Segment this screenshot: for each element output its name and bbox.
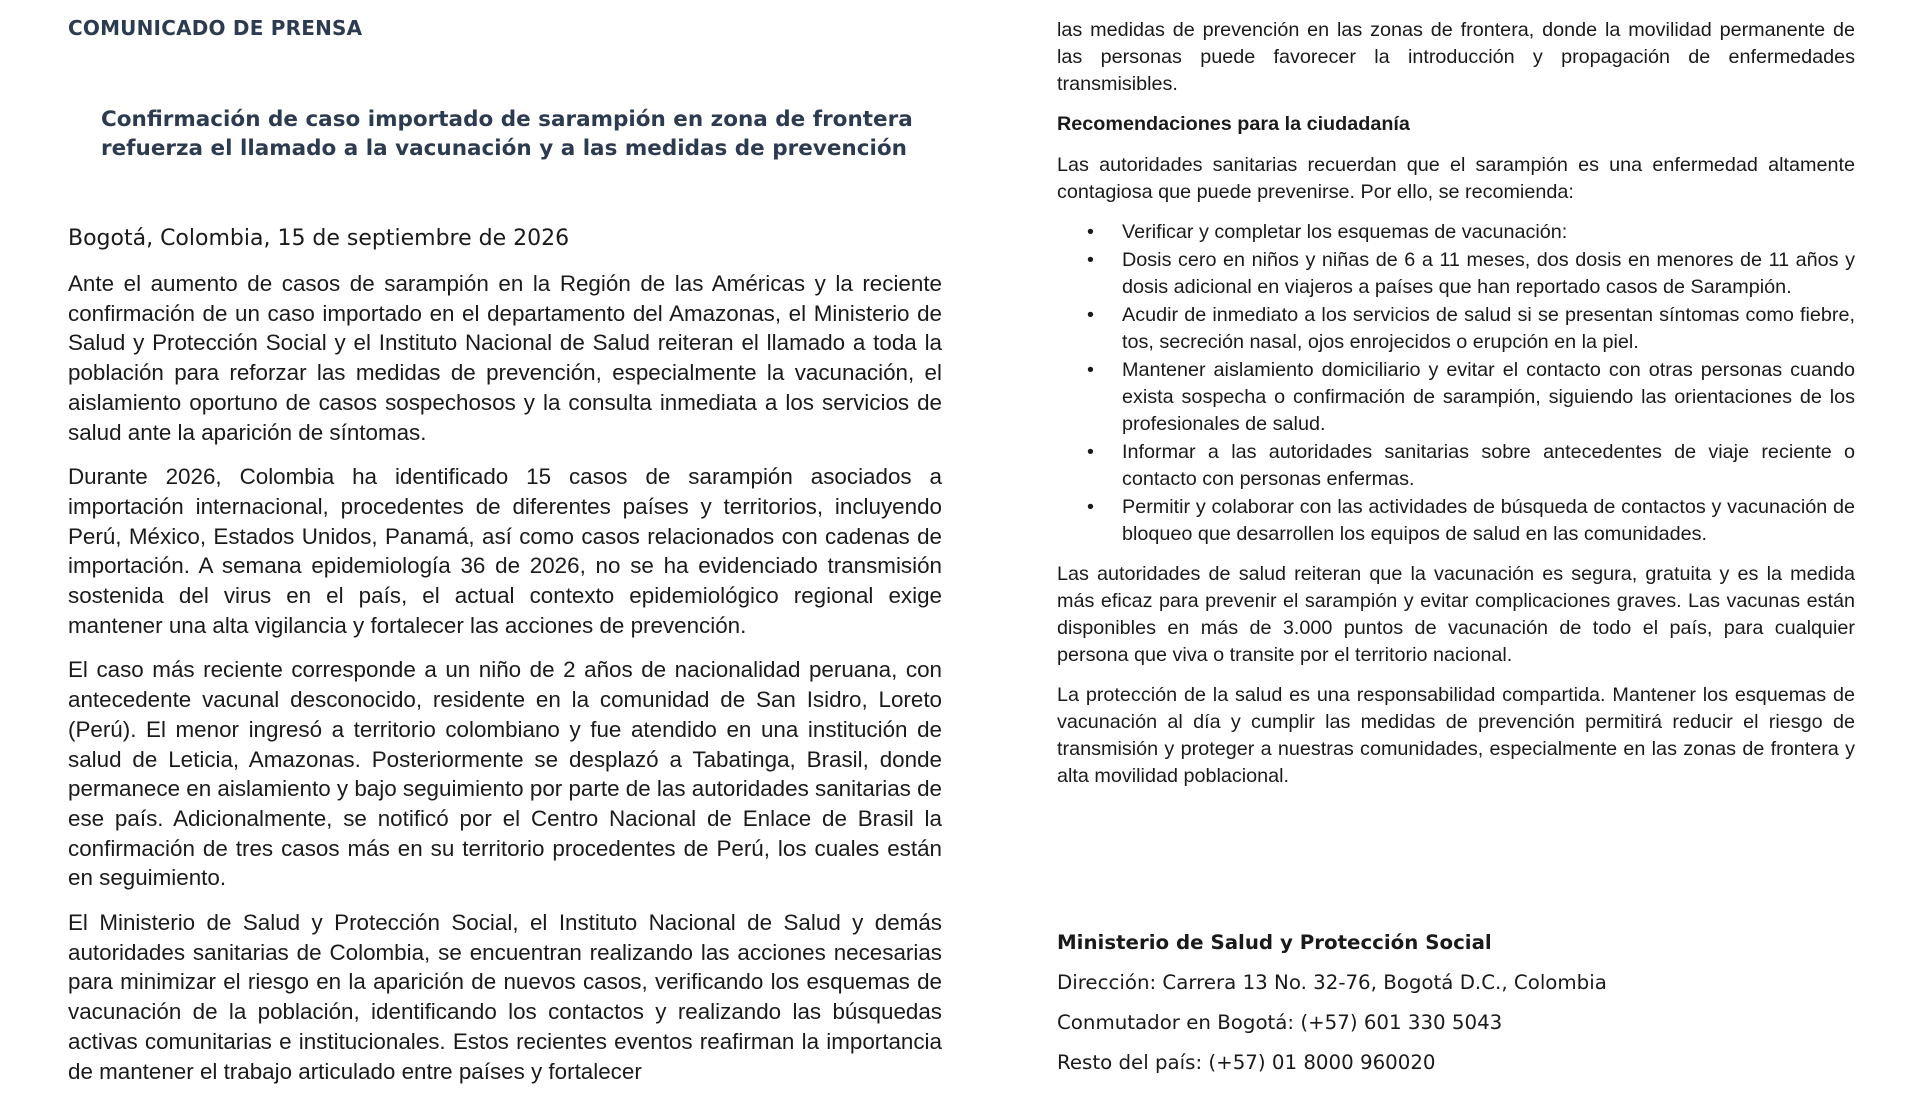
recommendation-text: Mantener aislamiento domiciliario y evitar el contacto con otras personas cuando exista sospecha o confirmación de sarampión, siguiendo las orientaciones de los profesionales de salud.: [1122, 359, 1855, 435]
recommendation-item: [1057, 302, 1855, 356]
contact-organization: Ministerio de Salud y Protección Social: [1057, 931, 1492, 954]
bullet-icon: •: [1087, 496, 1094, 518]
recommendations-heading: Recomendaciones para la ciudadanía: [1057, 113, 1410, 135]
bullet-icon: •: [1087, 304, 1094, 326]
recommendation-item: [1057, 439, 1855, 493]
press-release-label: COMUNICADO DE PRENSA: [68, 16, 363, 40]
recommendation-text: Acudir de inmediato a los servicios de salud si se presentan síntomas como fiebre, tos, secreción nasal, ojos enrojecidos o erupción en la piel.: [1122, 304, 1855, 353]
recommendation-item: [1057, 494, 1855, 548]
recommendation-item: [1057, 357, 1855, 438]
headline-line-2: refuerza el llamado a la vacunación y a las medidas de prevención: [101, 136, 907, 161]
continuation-paragraph: las medidas de prevención en las zonas de frontera, donde la movilidad permanente de las personas puede favorecer la introducción y propagación de enfermedades transmisibles.: [1057, 19, 1855, 95]
recommendation-text: Permitir y colaborar con las actividades de búsqueda de contactos y vacunación de bloqueo que desarrollen los equipos de salud en las comunidades.: [1122, 496, 1855, 545]
recommendation-text: Informar a las autoridades sanitarias sobre antecedentes de viaje reciente o contacto con personas enfermas.: [1122, 441, 1855, 490]
recommendation-text: Dosis cero en niños y niñas de 6 a 11 meses, dos dosis en menores de 11 años y dosis adicional en viajeros a países que han reportado casos de Sarampión.: [1122, 249, 1855, 298]
dateline: Bogotá, Colombia, 15 de septiembre de 2026: [68, 226, 570, 251]
closing-paragraph-2: La protección de la salud es una responsabilidad compartida. Mantener los esquemas de vacunación al día y cumplir las medidas de prevención permitirá reducir el riesgo de transmisión y proteger a nuestras comunidades, especialmente en las zonas de frontera y alta movilidad poblacional.: [1057, 684, 1855, 787]
body-paragraph-4: El Ministerio de Salud y Protección Social, el Instituto Nacional de Salud y demás autoridades sanitarias de Colombia, se encuentran realizando las acciones necesarias para minimizar el riesgo en la aparición de nuevos casos, verificando los esquemas de vacunación de la población, identificando los contactos y realizando las búsquedas activas comunitarias e institucionales. Estos recientes eventos reafirman la importancia de mantener el trabajo articulado entre países y fortalecer: [68, 910, 942, 1084]
recommendation-text: Verificar y completar los esquemas de vacunación:: [1122, 221, 1568, 243]
bullet-icon: •: [1087, 221, 1094, 243]
recommendation-item: [1057, 219, 1855, 246]
right-body: [1057, 17, 1855, 803]
contact-switchboard: Conmutador en Bogotá: (+57) 601 330 5043: [1057, 1011, 1503, 1034]
closing-paragraph-1: Las autoridades de salud reiteran que la vacunación es segura, gratuita y es la medida más eficaz para prevenir el sarampión y evitar complicaciones graves. Las vacunas están disponibles en más de 3.000 puntos de vacunación de todo el país, para cualquier persona que viva o transite por el territorio nacional.: [1057, 563, 1855, 666]
body-paragraph-3: El caso más reciente corresponde a un niño de 2 años de nacionalidad peruana, con antecedente vacunal desconocido, residente en la comunidad de San Isidro, Loreto (Perú). El menor ingresó a territorio colombiano y fue atendido en una institución de salud de Leticia, Amazonas. Posteriormente se desplazó a Tabatinga, Brasil, donde permanece en aislamiento y bajo seguimiento por parte de las autoridades sanitarias de ese país. Adicionalmente, se notificó por el Centro Nacional de Enlace de Brasil la confirmación de tres casos más en su territorio procedentes de Perú, los cuales están en seguimiento.: [68, 657, 942, 891]
recommendation-item: [1057, 247, 1855, 301]
bullet-icon: •: [1087, 441, 1094, 463]
press-release-headline: [101, 105, 931, 163]
contact-national: Resto del país: (+57) 01 8000 960020: [1057, 1051, 1436, 1074]
bullet-icon: •: [1087, 249, 1094, 271]
bullet-icon: •: [1087, 359, 1094, 381]
body-paragraph-2: Durante 2026, Colombia ha identificado 15 casos de sarampión asociados a importación internacional, procedentes de diferentes países y territorios, incluyendo Perú, México, Estados Unidos, Panamá, así como casos relacionados con cadenas de importación. A semana epidemiología 36 de 2026, no se ha evidenciado transmisión sostenida del virus en el país, el actual contexto epidemiológico regional exige mantener una alta vigilancia y fortalecer las acciones de prevención.: [68, 464, 942, 638]
left-body: [68, 269, 942, 1101]
recommendations-list: [1057, 219, 1855, 548]
headline-line-1: Confirmación de caso importado de sarampión en zona de frontera: [101, 107, 913, 132]
contact-block: [1057, 923, 1855, 1083]
body-paragraph-1: Ante el aumento de casos de sarampión en la Región de las Américas y la reciente confirmación de un caso importado en el departamento del Amazonas, el Ministerio de Salud y Protección Social y el Instituto Nacional de Salud reiteran el llamado a toda la población para reforzar las medidas de prevención, especialmente la vacunación, el aislamiento oportuno de casos sospechosos y la consulta inmediata a los servicios de salud ante la aparición de síntomas.: [68, 271, 942, 445]
contact-address: Dirección: Carrera 13 No. 32-76, Bogotá D.C., Colombia: [1057, 971, 1607, 994]
recommendations-intro: Las autoridades sanitarias recuerdan que el sarampión es una enfermedad altamente contagiosa que puede prevenirse. Por ello, se recomienda:: [1057, 154, 1855, 203]
